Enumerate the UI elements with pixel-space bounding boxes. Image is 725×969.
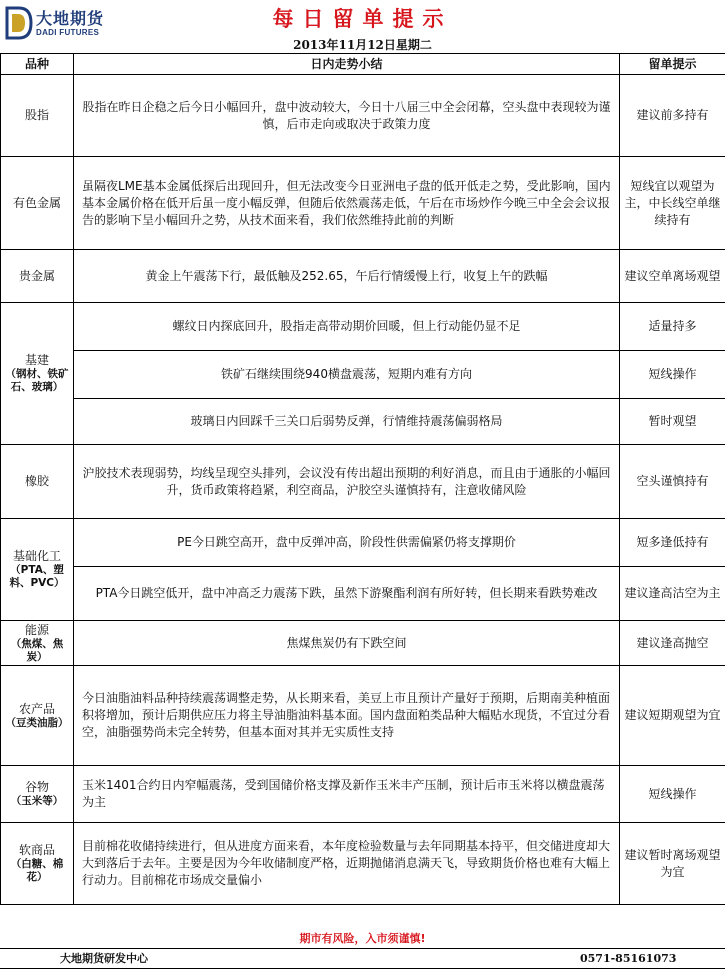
category-cell	[1, 519, 74, 621]
tip-cell: 短线操作	[620, 766, 725, 823]
table-row	[1, 351, 725, 399]
tip-cell: 建议暂时离场观望为宜	[620, 823, 725, 905]
summary-cell: 铁矿石继续围绕940横盘震荡，短期内难有方向	[74, 351, 620, 399]
column-header-tip: 留单提示	[620, 54, 725, 75]
tip-cell: 短线操作	[620, 351, 725, 399]
category-cell	[1, 621, 74, 666]
table-header-row	[1, 54, 725, 75]
summary-cell: 焦煤焦炭仍有下跌空间	[74, 621, 620, 666]
header	[0, 0, 725, 53]
category-cell	[1, 303, 74, 445]
footer	[0, 949, 725, 969]
category-cell	[1, 157, 74, 250]
summary-cell: 玻璃日内回踩千三关口后弱势反弹，行情维持震荡偏弱格局	[74, 399, 620, 445]
table-row	[1, 823, 725, 905]
tip-cell: 建议前多持有	[620, 75, 725, 157]
tip-cell: 建议短期观望为宜	[620, 666, 725, 766]
category-sublabel: （焦煤、焦炭）	[10, 637, 64, 663]
summary-cell: 目前棉花收储持续进行，但从进度方面来看，本年度检验数量与去年同期基本持平，但交储进度却大大到落后于去年。主要是因为今年收储制度严格，近期抛储消息满天飞，导致期货价格也难有大幅上行动力。目前棉花市场成交量偏小	[74, 823, 620, 905]
tip-cell: 暂时观望	[620, 399, 725, 445]
category-label: 股指	[24, 108, 49, 122]
column-header-summary: 日内走势小结	[74, 54, 620, 75]
table-row	[1, 399, 725, 445]
summary-cell: 螺纹日内探底回升，股指走高带动期价回暖，但上行动能仍显不足	[74, 303, 620, 351]
tip-cell: 建议逢高抛空	[620, 621, 725, 666]
category-label: 软商品	[18, 843, 55, 857]
tip-cell: 建议空单离场观望	[620, 250, 725, 303]
category-label: 有色金属	[12, 195, 61, 210]
category-sublabel: （PTA、塑料、PVC）	[9, 564, 65, 589]
summary-cell: PE今日跳空高开，盘中反弹冲高，阶段性供需偏紧仍将支撑期价	[74, 519, 620, 567]
table-row	[1, 303, 725, 351]
category-cell	[1, 823, 74, 905]
table-row	[1, 157, 725, 250]
category-cell	[1, 766, 74, 823]
category-cell	[1, 445, 74, 519]
table-row	[1, 621, 725, 666]
logo-text-en: DADI FUTURES	[36, 28, 100, 37]
category-label: 橡胶	[24, 474, 49, 488]
table-row	[1, 766, 725, 823]
summary-cell: 沪胶技术表现弱势，均线呈现空头排列，会议没有传出超出预期的利好消息，而且由于通胀的小幅回升，货币政策将趋紧，利空商品，沪胶空头谨慎持有，注意收储风险	[74, 445, 620, 519]
table-row	[1, 445, 725, 519]
table-row	[1, 666, 725, 766]
tip-cell: 空头谨慎持有	[620, 445, 725, 519]
category-cell	[1, 75, 74, 157]
summary-cell: 黄金上午震荡下行，最低触及252.65，午后行情缓慢上行，收复上午的跌幅	[74, 250, 620, 303]
logo-text-cn: 大地期货	[36, 9, 105, 28]
summary-cell: 玉米1401合约日内窄幅震荡，受到国储价格支撑及新作玉米丰产压制，预计后市玉米将以横盘震荡为主	[74, 766, 620, 823]
category-cell	[1, 666, 74, 766]
category-label: 基础化工	[12, 549, 61, 563]
table-row	[1, 250, 725, 303]
table-row	[1, 519, 725, 567]
category-sublabel: （白糖、棉花）	[10, 858, 64, 883]
category-label: 农产品	[18, 701, 55, 716]
category-label: 能源	[24, 622, 49, 637]
tip-cell: 建议逢高沽空为主	[620, 567, 725, 621]
category-sublabel: （钢材、铁矿石、玻璃）	[5, 368, 69, 393]
category-label: 贵金属	[18, 268, 55, 283]
category-label: 谷物	[24, 780, 49, 794]
report-date: 2013年11月12日星期二	[293, 38, 432, 52]
category-cell	[1, 250, 74, 303]
table-row	[1, 75, 725, 157]
advice-table	[0, 53, 725, 905]
category-sublabel: （玉米等）	[10, 795, 64, 807]
summary-cell: 虽隔夜LME基本金属低探后出现回升，但无法改变今日亚洲电子盘的低开低走之势，受此影响，国内基本金属价格在低开后虽一度小幅反弹，但随后依然震荡走低，午后在市场炒作今晚三中全会会议报告的影响下呈小幅回升之势，从技术面来看，我们依然维持此前的判断	[74, 157, 620, 250]
column-header-category: 品种	[1, 54, 74, 75]
tip-cell: 短线宜以观望为主，中长线空单继续持有	[620, 157, 725, 250]
category-sublabel: （豆类油脂）	[5, 716, 69, 729]
summary-cell: 今日油脂油料品种持续震荡调整走势，从长期来看，美豆上市且预计产量好于预期，后期南美种植面积将增加，预计后期供应压力将主导油脂油料基本面。国内盘面粕类品种大幅贴水现货，不宜过分看空，油脂强势尚未完全转势，但基本面对其并无实质性支持	[74, 666, 620, 766]
category-label: 基建	[24, 353, 49, 367]
risk-warning: 期市有风险，入市须谨慎!	[0, 930, 725, 949]
table-row	[1, 567, 725, 621]
research-center-label: 大地期货研发中心	[60, 952, 148, 965]
page-title: 每日留单提示	[272, 7, 453, 31]
summary-cell: 股指在昨日企稳之后今日小幅回升，盘中波动较大，今日十八届三中全会闭幕，空头盘中表现较为谨慎，后市走向或取决于政策力度	[74, 75, 620, 157]
tip-cell: 适量持多	[620, 303, 725, 351]
phone-number: 0571-85161073	[580, 952, 677, 965]
summary-cell: PTA今日跳空低开，盘中冲高乏力震荡下跌，虽然下游聚酯利润有所好转，但长期来看跌势难改	[74, 567, 620, 621]
tip-cell: 短多逢低持有	[620, 519, 725, 567]
